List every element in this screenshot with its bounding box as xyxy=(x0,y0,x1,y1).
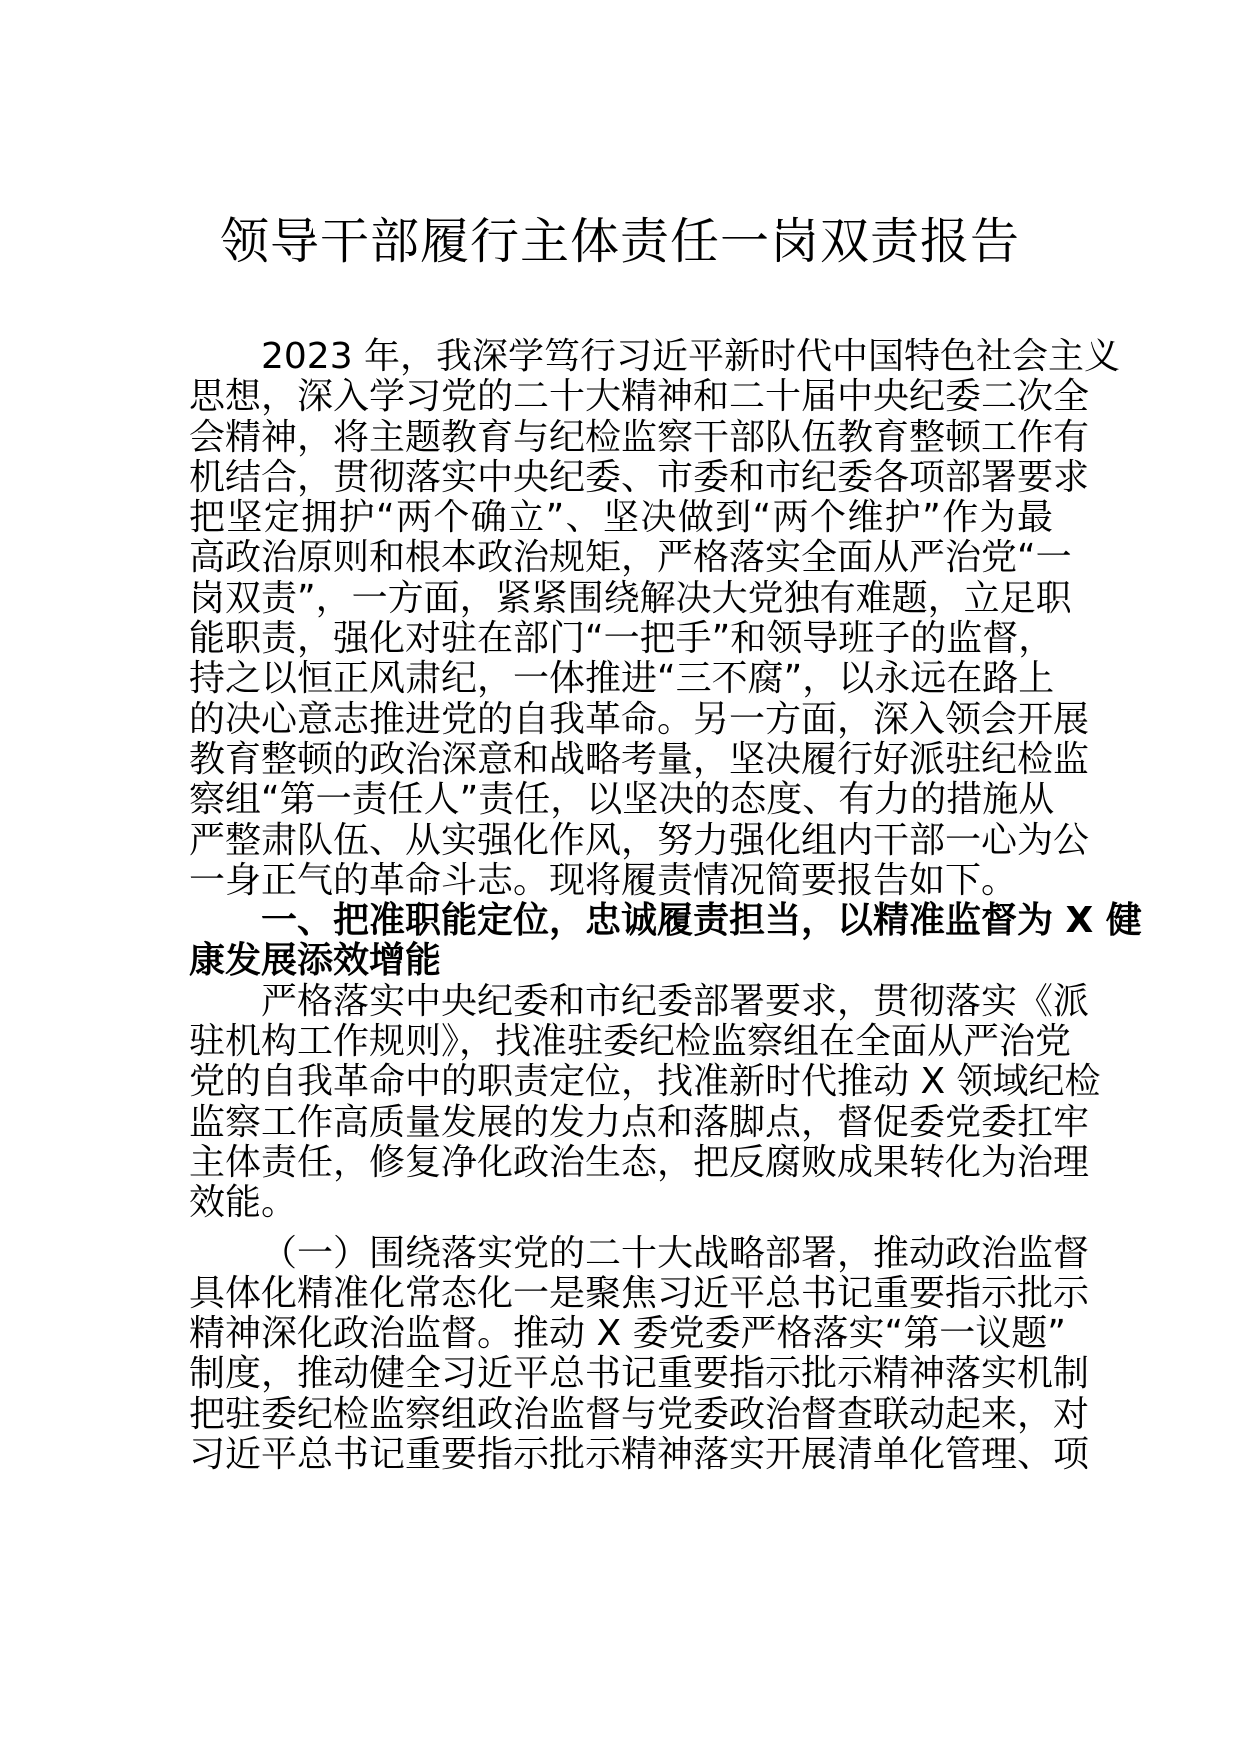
body-text-line: 思想，深入学习党的二十大精神和二十届中央纪委二次全 xyxy=(189,376,1090,418)
section-heading-line: 康发展添效增能 xyxy=(189,940,442,982)
body-text-line: 察组“第一责任人”责任，以坚决的态度、有力的措施从 xyxy=(189,779,1055,821)
body-text-line: 严格落实中央纪委和市纪委部署要求，贯彻落实《派 xyxy=(261,980,1090,1022)
body-text-line: 监察工作高质量发展的发力点和落脚点，督促委党委扛牢 xyxy=(189,1101,1090,1143)
body-text-line: 2023 年，我深学笃行习近平新时代中国特色社会主义 xyxy=(261,336,1121,377)
body-text-line: （一）围绕落实党的二十大战略部署，推动政治监督 xyxy=(261,1232,1090,1274)
body-text-line: 把驻委纪检监察组政治监督与党委政治督查联动起来，对 xyxy=(189,1393,1090,1435)
body-text-line: 高政治原则和根本政治规矩，严格落实全面从严治党“一 xyxy=(189,537,1072,579)
body-text-line: 持之以恒正风肃纪，一体推进“三不腐”，以永远在路上 xyxy=(189,658,1055,700)
body-text-line: 制度，推动健全习近平总书记重要指示批示精神落实机制 xyxy=(189,1353,1090,1395)
body-text-line: 一身正气的革命斗志。现将履责情况简要报告如下。 xyxy=(189,859,1018,901)
document-title: 领导干部履行主体责任一岗双责报告 xyxy=(219,213,1020,270)
body-text-line: 效能。 xyxy=(189,1182,298,1224)
body-text-line: 岗双责”，一方面，紧紧围绕解决大党独有难题，立足职 xyxy=(189,577,1072,619)
body-text-line: 精神深化政治监督。推动 X 委党委严格落实“第一议题” xyxy=(189,1313,1066,1355)
body-text-line: 党的自我革命中的职责定位，找准新时代推动 X 领域纪检 xyxy=(189,1061,1101,1103)
body-text-line: 习近平总书记重要指示批示精神落实开展清单化管理、项 xyxy=(189,1434,1090,1476)
body-text-line: 能职责，强化对驻在部门“一把手”和领导班子的监督， xyxy=(189,618,1055,660)
body-text-line: 机结合，贯彻落实中央纪委、市委和市纪委各项部署要求 xyxy=(189,456,1090,498)
body-text-line: 具体化精准化常态化一是聚焦习近平总书记重要指示批示 xyxy=(189,1272,1090,1314)
body-text-line: 驻机构工作规则》，找准驻委纪检监察组在全面从严治党 xyxy=(189,1021,1072,1063)
section-heading-line: 一、把准职能定位，忠诚履责担当，以精准监督为 X 健 xyxy=(261,900,1142,942)
body-text-line: 的决心意志推进党的自我革命。另一方面，深入领会开展 xyxy=(189,698,1090,740)
body-text-line: 主体责任，修复净化政治生态，把反腐败成果转化为治理 xyxy=(189,1141,1090,1183)
body-text-line: 教育整顿的政治深意和战略考量，坚决履行好派驻纪检监 xyxy=(189,738,1090,780)
body-text-line: 把坚定拥护“两个确立”、坚决做到“两个维护”作为最 xyxy=(189,497,1053,539)
document-body xyxy=(189,336,1142,1476)
body-text-line: 严整肃队伍、从实强化作风，努力强化组内干部一心为公 xyxy=(189,819,1090,861)
body-text-line: 会精神，将主题教育与纪检监察干部队伍教育整顿工作有 xyxy=(189,416,1090,458)
